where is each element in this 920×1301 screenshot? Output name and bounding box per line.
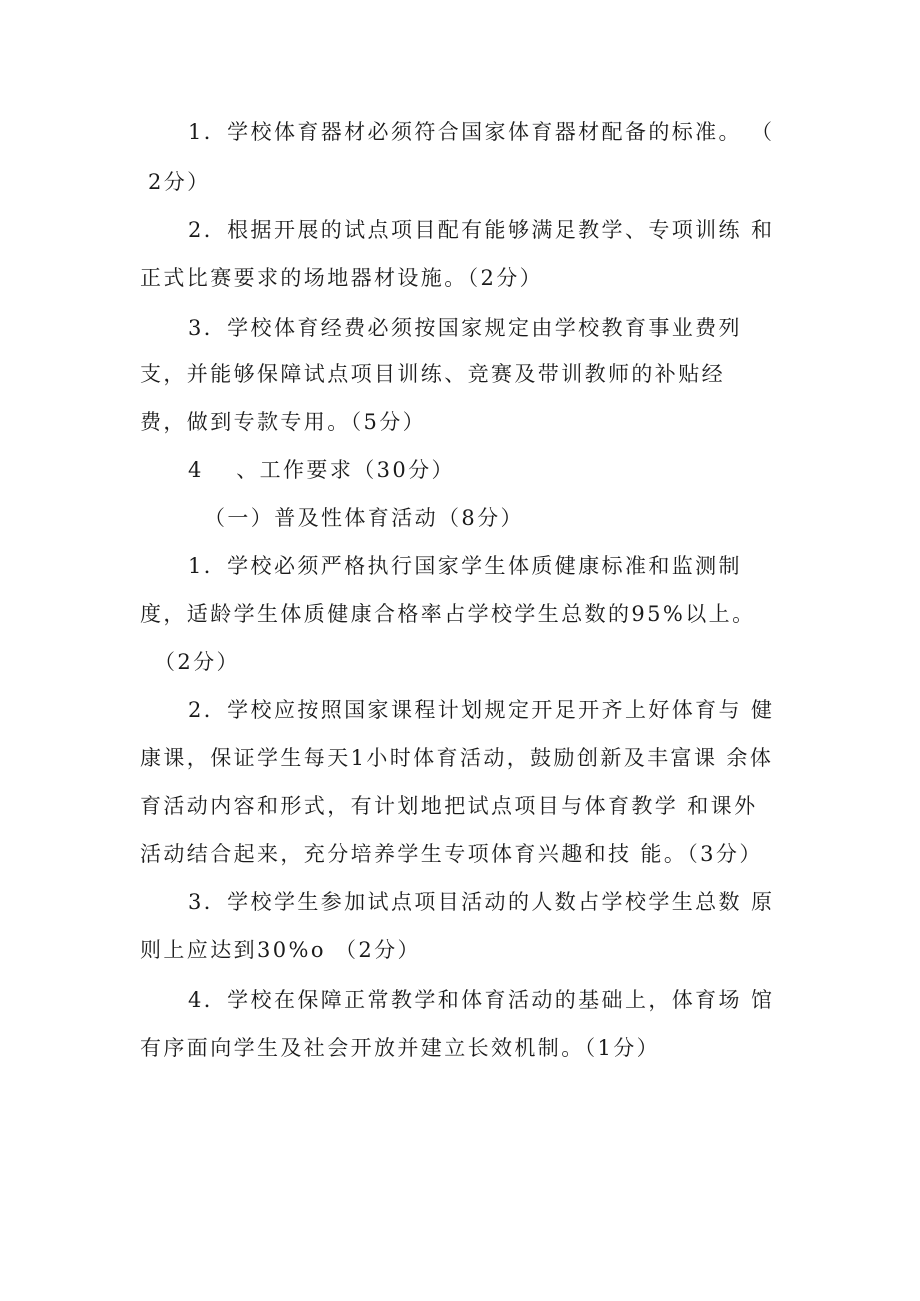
item-3-continuation-2: 费，做到专款专用。（5分） (140, 410, 427, 434)
sub-item-2-continuation-1: 康课，保证学生每天1小时体育活动，鼓励创新及丰富课 余体 (140, 746, 774, 770)
item-1-score: 2分） (148, 170, 211, 194)
sub-item-3-participation: 3．学校学生参加试点项目活动的人数占学校学生总数 原 (188, 890, 775, 914)
sub-item-1-health-standard: 1．学校必须严格执行国家学生体质健康标准和监测制 (188, 554, 742, 578)
sub-item-4-continuation: 有序面向学生及社会开放并建立长效机制。（1分） (140, 1036, 661, 1060)
sub-item-1-continuation: 度，适龄学生体质健康合格率占学校学生总数的95%以上。 (140, 602, 756, 626)
sub-item-3-continuation: 则上应达到30%o （2分） (140, 938, 421, 962)
sub-item-4-venue-opening: 4．学校在保障正常教学和体育活动的基础上，体育场 馆 (188, 988, 775, 1012)
item-2-continuation: 正式比赛要求的场地器材设施。（2分） (140, 266, 544, 290)
subsection-1-heading: （一）普及性体育活动（8分） (204, 506, 524, 530)
item-3-funding: 3．学校体育经费必须按国家规定由学校教育事业费列 (188, 316, 742, 340)
sub-item-1-score: （2分） (154, 650, 240, 674)
sub-item-2-continuation-3: 活动结合起来，充分培养学生专项体育兴趣和技 能。（3分） (140, 842, 763, 866)
sub-item-2-curriculum: 2．学校应按照国家课程计划规定开足开齐上好体育与 健 (188, 698, 775, 722)
item-3-continuation-1: 支，并能够保障试点项目训练、竞赛及带训教师的补贴经 (140, 362, 725, 386)
sub-item-2-continuation-2: 育活动内容和形式，有计划地把试点项目与体育教学 和课外 (140, 794, 758, 818)
item-2-facilities: 2．根据开展的试点项目配有能够满足教学、专项训练 和 (188, 218, 775, 242)
section-4-heading: 4 、工作要求（30分） (188, 458, 455, 482)
item-1-equipment-standard: 1．学校体育器材必须符合国家体育器材配备的标准。 （ (188, 120, 775, 144)
